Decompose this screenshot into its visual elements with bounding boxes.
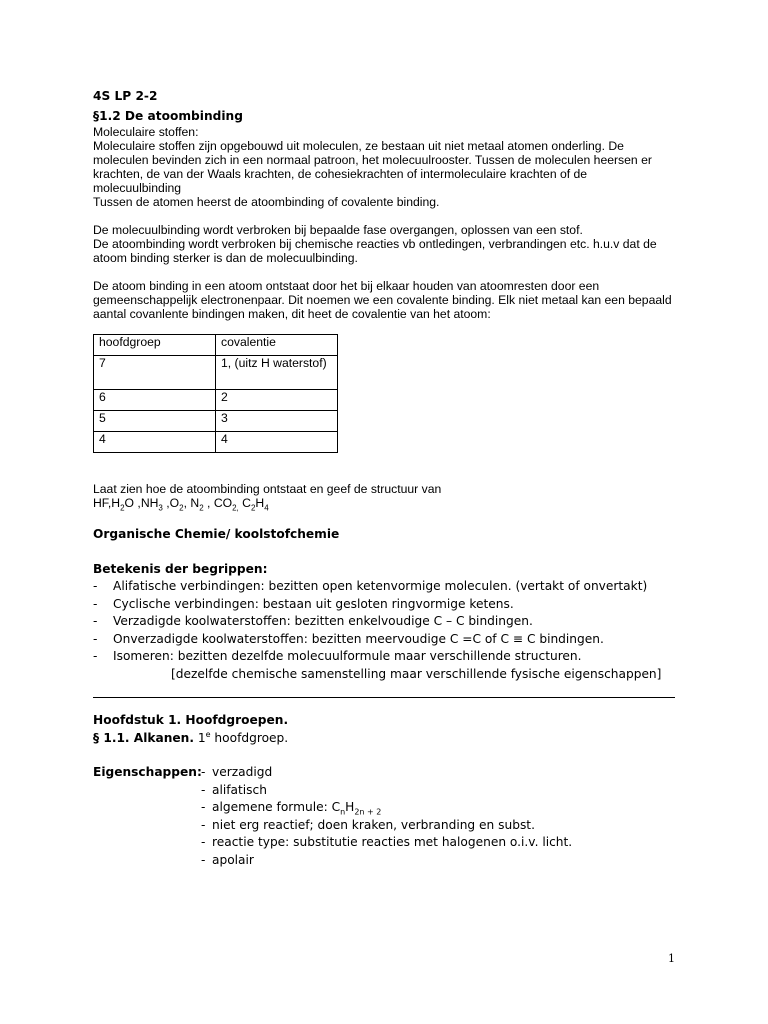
table-cell: 2 [216, 390, 338, 411]
list-item: - Onverzadigde koolwaterstoffen: bezitten meervoudige C =C of C ≡ C bindingen. [93, 631, 678, 649]
table-cell: 5 [94, 411, 216, 432]
intro-line: Tussen de atomen heerst de atoombinding of covalente binding. [93, 195, 440, 209]
terms-list [93, 578, 678, 666]
properties-list [201, 764, 572, 869]
table-header-row [94, 335, 338, 356]
table-row [94, 432, 338, 453]
list-item: - alifatisch [201, 782, 572, 800]
list-item: - Isomeren: bezitten dezelfde molecuulformule maar verschillende structuren. [93, 648, 678, 666]
intro-line: Moleculaire stoffen zijn opgebouwd uit moleculen, ze bestaan uit niet metaal atomen onderling. De moleculen bevinden zich in een normaal patroon, het molecuulrooster. Tussen de moleculen heersen er krachten, de van der Waals krachten, de cohesiekrachten of intermoleculaire krachten of de molecuulbinding [93, 139, 652, 195]
task-block [93, 482, 678, 513]
table-row [94, 356, 338, 390]
isomer-note: [dezelfde chemische samenstelling maar verschillende fysische eigenschappen] [171, 666, 662, 681]
intro-line: Moleculaire stoffen: [93, 125, 199, 139]
organic-title: Organische Chemie/ koolstofchemie [93, 527, 340, 541]
properties-label: Eigenschappen: [93, 765, 202, 779]
table-cell: 4 [94, 432, 216, 453]
covalence-table [93, 334, 338, 453]
table-cell: 1, (uitz H waterstof) [216, 356, 338, 390]
table-cell: 7 [94, 356, 216, 390]
table-cell: 4 [216, 432, 338, 453]
list-item: - algemene formule: $C_nH_{2n + 2}$ [201, 799, 572, 817]
task-line: Laat zien hoe de atoombinding ontstaat en geef de structuur van [93, 482, 442, 496]
table-cell: 3 [216, 411, 338, 432]
list-item: - niet erg reactief; doen kraken, verbranding en subst. [201, 817, 572, 835]
table-header-cell: covalentie [216, 335, 338, 356]
chapter-title: Hoofdstuk 1. Hoofdgroepen. [93, 713, 289, 727]
paragraph-line: De atoombinding wordt verbroken bij chemische reacties vb ontledingen, verbrandingen etc. h.u.v dat de atoom binding sterker is dan de molecuulbinding. [93, 237, 657, 265]
divider [93, 697, 675, 698]
list-item: - Verzadigde koolwaterstoffen: bezitten enkelvoudige C – C bindingen. [93, 613, 678, 631]
document-page [93, 88, 678, 869]
list-item: - apolair [201, 852, 572, 870]
properties-block [93, 764, 678, 869]
table-header-cell: hoofdgroep [94, 335, 216, 356]
paragraph-bindings [93, 223, 678, 265]
table-row [94, 390, 338, 411]
chapter-section: § 1.1. Alkanen. 1e hoofdgroep. [93, 729, 289, 745]
list-item: - Cyclische verbindingen: bestaan uit gesloten ringvormige ketens. [93, 596, 678, 614]
section-title: §1.2 De atoombinding [93, 108, 243, 123]
paragraph-covalence: De atoom binding in een atoom ontstaat door het bij elkaar houden van atoomresten door een gemeenschappelijk electronenpaar. Dit noemen we een covalente binding. Elk niet metaal kan een bepaald aantal covanlente bindingen maken, dit heet de covalentie van het atoom: [93, 279, 672, 321]
table-cell: 6 [94, 390, 216, 411]
list-item: - reactie type: substitutie reacties met halogenen o.i.v. licht. [201, 834, 572, 852]
page-number: 1 [668, 952, 675, 965]
table-row [94, 411, 338, 432]
list-item: - Alifatische verbindingen: bezitten open ketenvormige moleculen. (vertakt of onvertakt) [93, 578, 678, 596]
terms-title: Betekenis der begrippen: [93, 561, 268, 576]
course-code: 4S LP 2-2 [93, 89, 158, 103]
list-item: - verzadigd [201, 764, 572, 782]
intro-block [93, 125, 678, 209]
formula-list: $HF,H_2O$ $,NH_3$ $,O_2$, $N_2$ , $CO_{2,}$ $C_2H_4$ [93, 496, 269, 513]
paragraph-line: De molecuulbinding wordt verbroken bij bepaalde fase overgangen, oplossen van een stof. [93, 223, 583, 237]
